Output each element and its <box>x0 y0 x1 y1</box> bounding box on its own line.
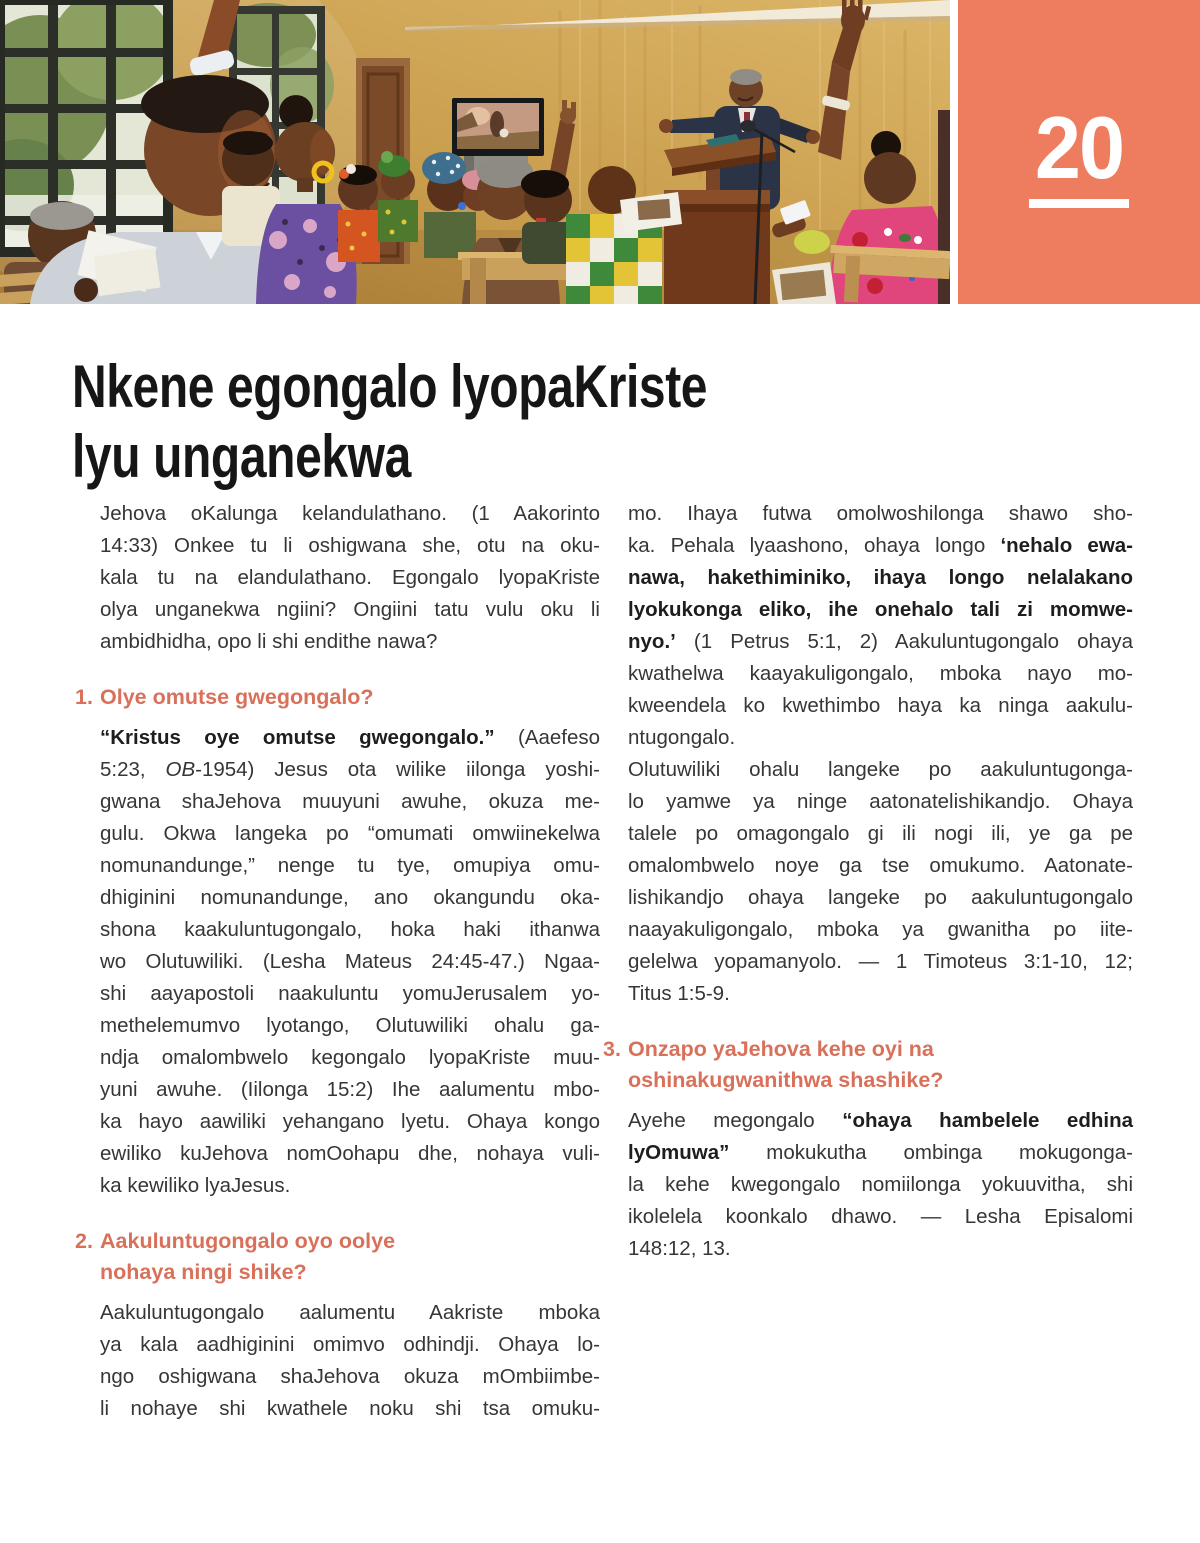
text-run: li nohaye shi kwathele noku shi tsa omuku- <box>100 1397 600 1420</box>
section-heading-line: nohaya ningi shike? <box>100 1260 307 1284</box>
text-run: OB <box>165 758 196 781</box>
text-line <box>100 530 600 562</box>
text-run: Ayehe megongalo <box>628 1109 843 1132</box>
text-line <box>100 1074 600 1106</box>
text-line <box>628 1137 1133 1169</box>
text-run: shi aayapostoli naakuluntu yomuJerusalem yo- <box>100 982 600 1005</box>
text-line <box>628 498 1133 530</box>
section-heading-number: 1. <box>75 685 93 709</box>
text-run: 148:12, 13. <box>628 1237 731 1260</box>
paragraph <box>603 1105 1133 1265</box>
text-line <box>628 594 1133 626</box>
text-line <box>100 1329 600 1361</box>
text-run: 5:23, <box>100 758 166 781</box>
section-heading <box>603 1034 1133 1096</box>
text-run: kala tu na elandulathano. Egongalo lyopaKriste <box>100 566 600 589</box>
text-line <box>100 978 600 1010</box>
section-heading-line: Olye omutse gwegongalo? <box>100 685 374 709</box>
text-run: ka. Pehala lyaashono, ohaya longo <box>628 534 1001 557</box>
text-line <box>628 946 1133 978</box>
text-line <box>100 1297 600 1329</box>
text-line <box>628 562 1133 594</box>
text-line <box>100 594 600 626</box>
text-run: gelelwa yopamanyolo. — 1 Timoteus 3:1-10, 12; <box>628 950 1133 973</box>
page-title-text-1: Nkene egongalo lyopaKriste <box>72 353 708 420</box>
text-line <box>100 722 600 754</box>
text-line <box>628 722 1133 754</box>
text-column-right <box>603 498 1133 1265</box>
section-heading-line: Onzapo yaJehova kehe oyi na <box>628 1037 934 1061</box>
text-line <box>100 626 600 658</box>
chapter-number-group <box>1029 97 1129 208</box>
text-line <box>628 978 1133 1010</box>
text-line <box>100 562 600 594</box>
text-run: mokukutha ombinga mokugonga- <box>729 1141 1133 1164</box>
section-heading <box>75 1226 600 1288</box>
page-title-line <box>72 352 866 422</box>
text-run: (1 Petrus 5:1, 2) Aakuluntugongalo ohaya <box>675 630 1133 653</box>
text-run: ya kala aadhiginini omimvo odhindji. Ohaya lo- <box>100 1333 600 1356</box>
paragraph <box>75 722 600 1202</box>
text-line <box>100 786 600 818</box>
section-heading-text <box>628 1034 943 1096</box>
text-run: ‘nehalo ewa- <box>1000 534 1134 557</box>
text-run: ka kewiliko lyaJesus. <box>100 1174 291 1197</box>
text-line <box>100 818 600 850</box>
text-run: -1954) Jesus ota wilike iilonga yoshi- <box>195 758 600 781</box>
section-heading-text <box>100 1226 395 1288</box>
chapter-number-underline <box>1029 199 1129 208</box>
text-run: lishikandjo ohaya langeke po aakuluntugongalo <box>628 886 1133 909</box>
text-run: Jehova oKalunga kelandulathano. (1 Aakorinto <box>100 502 600 525</box>
text-run: olya unganekwa ngiini? Ongiini tatu vulu oku li <box>100 598 600 621</box>
text-line <box>100 754 600 786</box>
text-line <box>100 1106 600 1138</box>
text-column-left <box>75 498 600 1425</box>
section-heading-line: oshinakugwanithwa shashike? <box>628 1068 944 1092</box>
page-title-line <box>72 422 866 492</box>
text-run: methelemumvo lyotango, Olutuwiliki ohalu ga- <box>100 1014 600 1037</box>
text-line <box>628 1233 1133 1265</box>
text-line <box>628 658 1133 690</box>
page-title-text-2: lyu unganekwa <box>72 423 411 490</box>
text-run: ka hayo aawiliki yehangano lyetu. Ohaya kongo <box>100 1110 600 1133</box>
text-line <box>100 498 600 530</box>
text-run: shona kaakuluntugongalo, hoka haki ithanwa <box>100 918 600 941</box>
text-run: gwana shaJehova muuyuni awuhe, okuza me- <box>100 790 600 813</box>
text-line <box>100 1010 600 1042</box>
text-run: nawa, hakethiminiko, ihaya longo nelalakano <box>628 566 1133 589</box>
paragraph <box>603 754 1133 1010</box>
text-line <box>100 1393 600 1425</box>
text-line <box>100 1138 600 1170</box>
text-line <box>628 914 1133 946</box>
text-run: Olutuwiliki ohalu langeke po aakuluntugonga- <box>628 758 1133 781</box>
text-run: dhiginini nomunandunge, ano okangundu oka- <box>100 886 600 909</box>
paragraph <box>603 498 1133 754</box>
text-line <box>628 1105 1133 1137</box>
text-run: ambidhidha, opo li shi endithe nawa? <box>100 630 438 653</box>
text-line <box>100 850 600 882</box>
text-run: yuni awuhe. (Iilonga 15:2) Ihe aalumentu mbo- <box>100 1078 600 1101</box>
paragraph <box>75 1297 600 1425</box>
text-run: ewiliko kuJehova nomOohapu dhe, nohaya vuli- <box>100 1142 600 1165</box>
text-run: kwathelwa kaayakuligongalo, mboka nayo mo- <box>628 662 1133 685</box>
text-line <box>100 1361 600 1393</box>
text-line <box>628 882 1133 914</box>
text-line <box>100 946 600 978</box>
text-line <box>628 818 1133 850</box>
text-run: nomunandunge,” nenge tu tye, omupiya omu- <box>100 854 600 877</box>
paragraph <box>75 498 600 658</box>
text-run: talele po omagongalo gi ili nogi ili, ye ga pe <box>628 822 1133 845</box>
text-line <box>628 754 1133 786</box>
text-run: ikolelela koonkalo dhawo. — Lesha Episalomi <box>628 1205 1133 1228</box>
text-run: gulu. Okwa langeka po “omumati omwiinekelwa <box>100 822 600 845</box>
text-line <box>628 786 1133 818</box>
text-run: lo yamwe ya ninge aatonatelishikandjo. Ohaya <box>628 790 1133 813</box>
text-line <box>628 626 1133 658</box>
section-heading-number: 2. <box>75 1229 93 1253</box>
text-line <box>628 1169 1133 1201</box>
text-run: “ohaya hambelele edhina <box>842 1109 1133 1132</box>
text-run: mo. Ihaya futwa omolwoshilonga shawo sho- <box>628 502 1133 525</box>
text-line <box>100 882 600 914</box>
text-run: la kehe kwegongalo nomiilonga yokuuvitha, shi <box>628 1173 1133 1196</box>
text-run: (Aaefeso <box>494 726 601 749</box>
text-line <box>100 1042 600 1074</box>
section-heading-line: Aakuluntugongalo oyo oolye <box>100 1229 396 1253</box>
text-run: “Kristus oye omutse gwegongalo.” <box>100 726 495 749</box>
page-title <box>72 352 866 492</box>
text-run: omalombwelo noye ga tse omukumo. Aatonate- <box>628 854 1133 877</box>
text-run: Aakuluntugongalo aalumentu Aakriste mboka <box>100 1301 600 1324</box>
text-line <box>628 850 1133 882</box>
section-heading-number: 3. <box>603 1037 621 1061</box>
text-run: ndja omalombwelo kegongalo lyopaKriste muu- <box>100 1046 600 1069</box>
chapter-number-badge <box>958 0 1200 304</box>
text-line <box>628 1201 1133 1233</box>
text-line <box>100 1170 600 1202</box>
congregation-meeting-photo <box>0 0 950 304</box>
text-run: Titus 1:5-9. <box>628 982 730 1005</box>
section-heading <box>75 682 600 713</box>
text-run: naayakuligongalo, mboka ya gwanitha po iite- <box>628 918 1133 941</box>
text-run: ntugongalo. <box>628 726 736 749</box>
text-line <box>628 530 1133 562</box>
text-run: lyokukonga eliko, ihe onehalo tali zi momwe- <box>628 598 1133 621</box>
text-run: ngo oshigwana shaJehova okuza mOmbiimbe- <box>100 1365 600 1388</box>
chapter-number: 20 <box>1034 97 1124 197</box>
text-line <box>100 914 600 946</box>
text-line <box>628 690 1133 722</box>
text-run: wo Olutuwiliki. (Lesha Mateus 24:45-47.) Ngaa- <box>100 950 600 973</box>
text-run: kweendela ko kwethimbo haya ka ninga aakulu- <box>628 694 1133 717</box>
text-run: nyo.’ <box>628 630 676 653</box>
text-run: lyOmuwa” <box>628 1141 730 1164</box>
section-heading-text <box>100 682 374 713</box>
text-run: 14:33) Onkee tu li oshigwana she, otu na oku- <box>100 534 600 557</box>
